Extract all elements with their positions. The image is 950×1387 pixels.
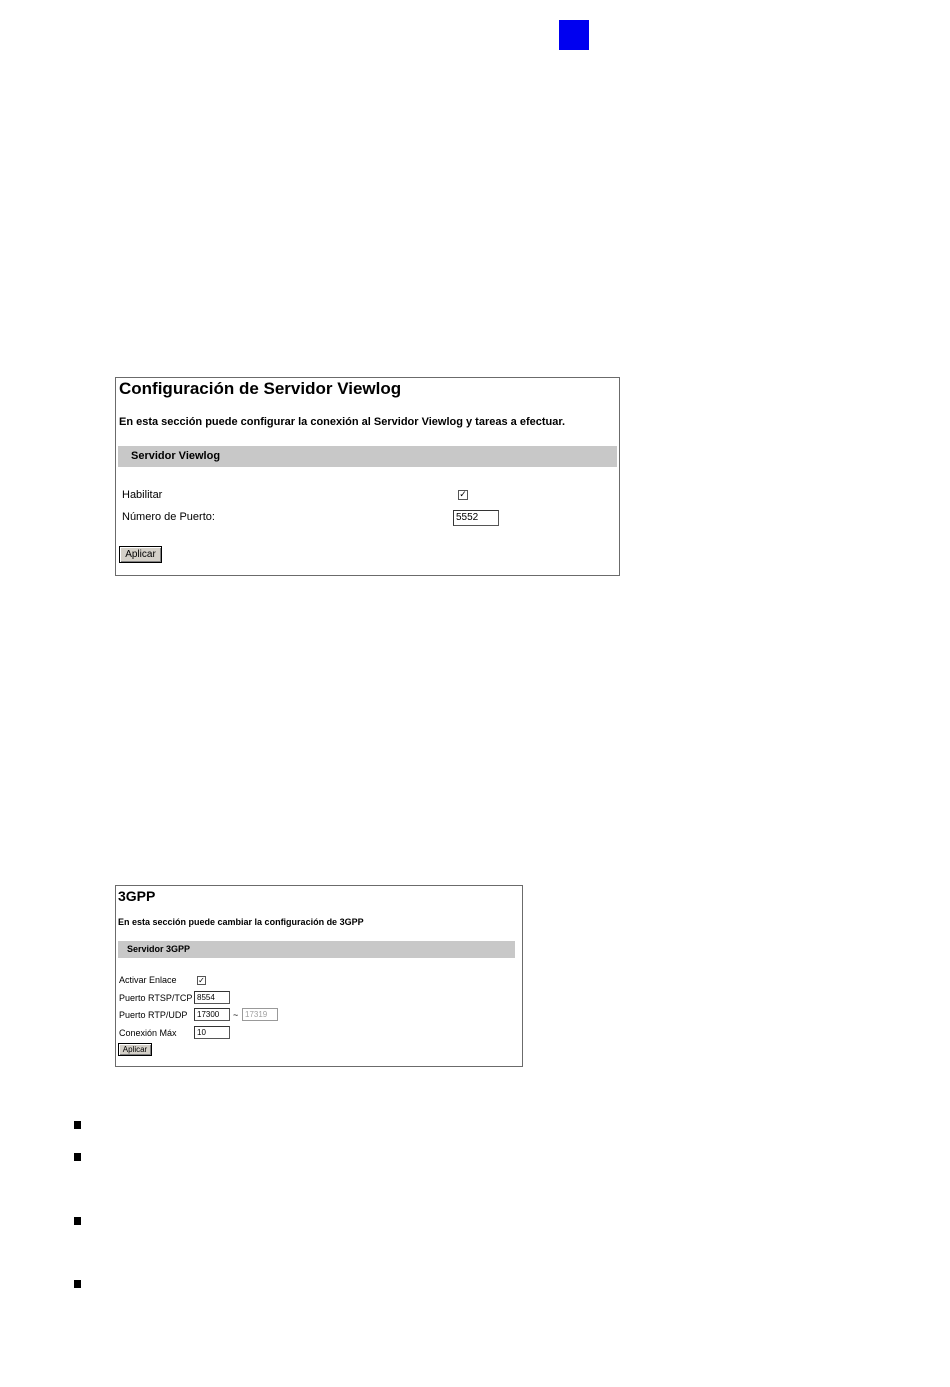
section-description: En esta sección puede cambiar la configuración de 3GPP xyxy=(118,917,364,927)
section-description: En esta sección puede configurar la conexión al Servidor Viewlog y tareas a efectuar. xyxy=(119,416,566,428)
page-title: Configuración de Servidor Viewlog xyxy=(119,379,402,398)
rtsp-port-label: Puerto RTSP/TCP xyxy=(119,993,193,1003)
gpp-config-panel xyxy=(115,885,523,1067)
rtp-port-label: Puerto RTP/UDP xyxy=(119,1010,188,1020)
apply-button[interactable]: Aplicar xyxy=(119,546,162,563)
activate-link-label: Activar Enlace xyxy=(119,975,177,985)
section-header: Servidor Viewlog xyxy=(118,446,617,467)
viewlog-config-panel xyxy=(115,377,620,576)
bullet-square-icon xyxy=(74,1121,81,1129)
enable-label: Habilitar xyxy=(122,489,163,501)
enable-checkbox[interactable]: ✓ xyxy=(459,490,467,500)
bullet-square-icon xyxy=(74,1280,81,1288)
apply-button[interactable]: Aplicar xyxy=(118,1043,152,1056)
page-title: 3GPP xyxy=(118,888,156,904)
rtsp-port-input[interactable]: 8554 xyxy=(194,991,230,1004)
max-connections-label: Conexión Máx xyxy=(119,1028,177,1038)
rtp-port-to-input: 17319 xyxy=(242,1008,278,1021)
bullet-square-icon xyxy=(74,1217,81,1225)
rtp-port-from-input[interactable]: 17300 xyxy=(194,1008,230,1021)
activate-link-checkbox[interactable]: ✓ xyxy=(198,976,205,985)
rtp-range-separator: ~ xyxy=(233,1010,239,1020)
chapter-marker-square xyxy=(559,20,589,50)
max-connections-input[interactable]: 10 xyxy=(194,1026,230,1039)
bullet-square-icon xyxy=(74,1153,81,1161)
port-label: Número de Puerto: xyxy=(122,511,215,523)
port-input[interactable]: 5552 xyxy=(453,510,499,526)
section-header: Servidor 3GPP xyxy=(118,941,515,958)
